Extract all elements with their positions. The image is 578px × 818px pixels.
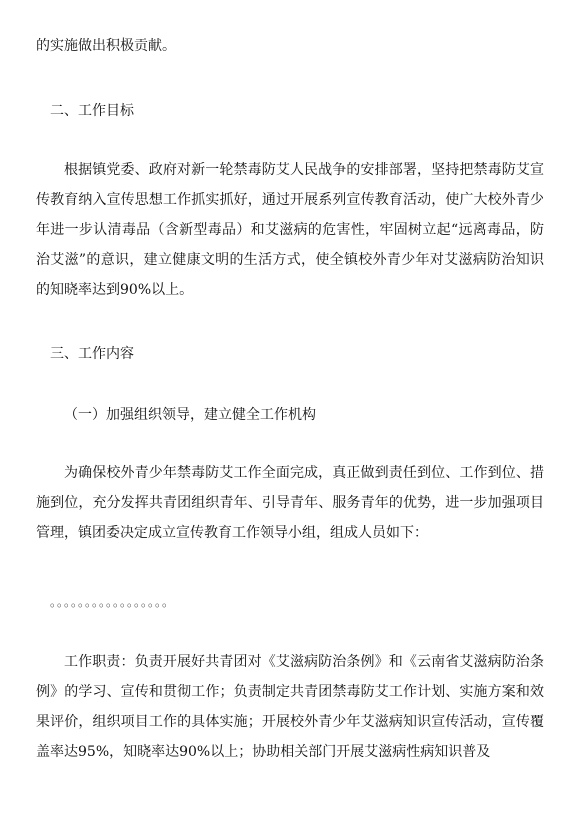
opening-line: 的实施做出积极贡献。: [36, 38, 176, 54]
section-three-heading: 三、工作内容: [50, 346, 134, 362]
organization-paragraph: 为确保校外青少年禁毒防艾工作全面完成，真正做到责任到位、工作到位、措施到位，充分发挥共青团组织青年、引导青年、服务青年的优势，进一步加强项目管理，镇团委决定成立宣传教育工作领导小组，组成人员如下：: [36, 465, 544, 541]
placeholder-dots: 。。。。。。。。。。。。。。。。。: [50, 595, 176, 609]
section-two-heading: 二、工作目标: [50, 103, 134, 119]
section-two-paragraph: 根据镇党委、政府对新一轮禁毒防艾人民战争的安排部署，坚持把禁毒防艾宣传教育纳入宣传思想工作抓实抓好，通过开展系列宣传教育活动，使广大校外青少年进一步认清毒品（含新型毒品）和艾滋病的危害性，牢固树立起“远离毒品，防治艾滋”的意识，建立健康文明的生活方式，使全镇校外青少年对艾滋病防治知识的知晓率达到90%以上。: [36, 162, 544, 298]
section-three-sub-heading: （一）加强组织领导，建立健全工作机构: [64, 407, 316, 423]
duties-paragraph: 工作职责：负责开展好共青团对《艾滋病防治条例》和《云南省艾滋病防治条例》的学习、宣传和贯彻工作；负责制定共青团禁毒防艾工作计划、实施方案和效果评价，组织项目工作的具体实施；开展校外青少年艾滋病知识宣传活动，宣传覆盖率达95%，知晓率达90%以上；协助相关部门开展艾滋病性病知识普及: [36, 654, 544, 760]
